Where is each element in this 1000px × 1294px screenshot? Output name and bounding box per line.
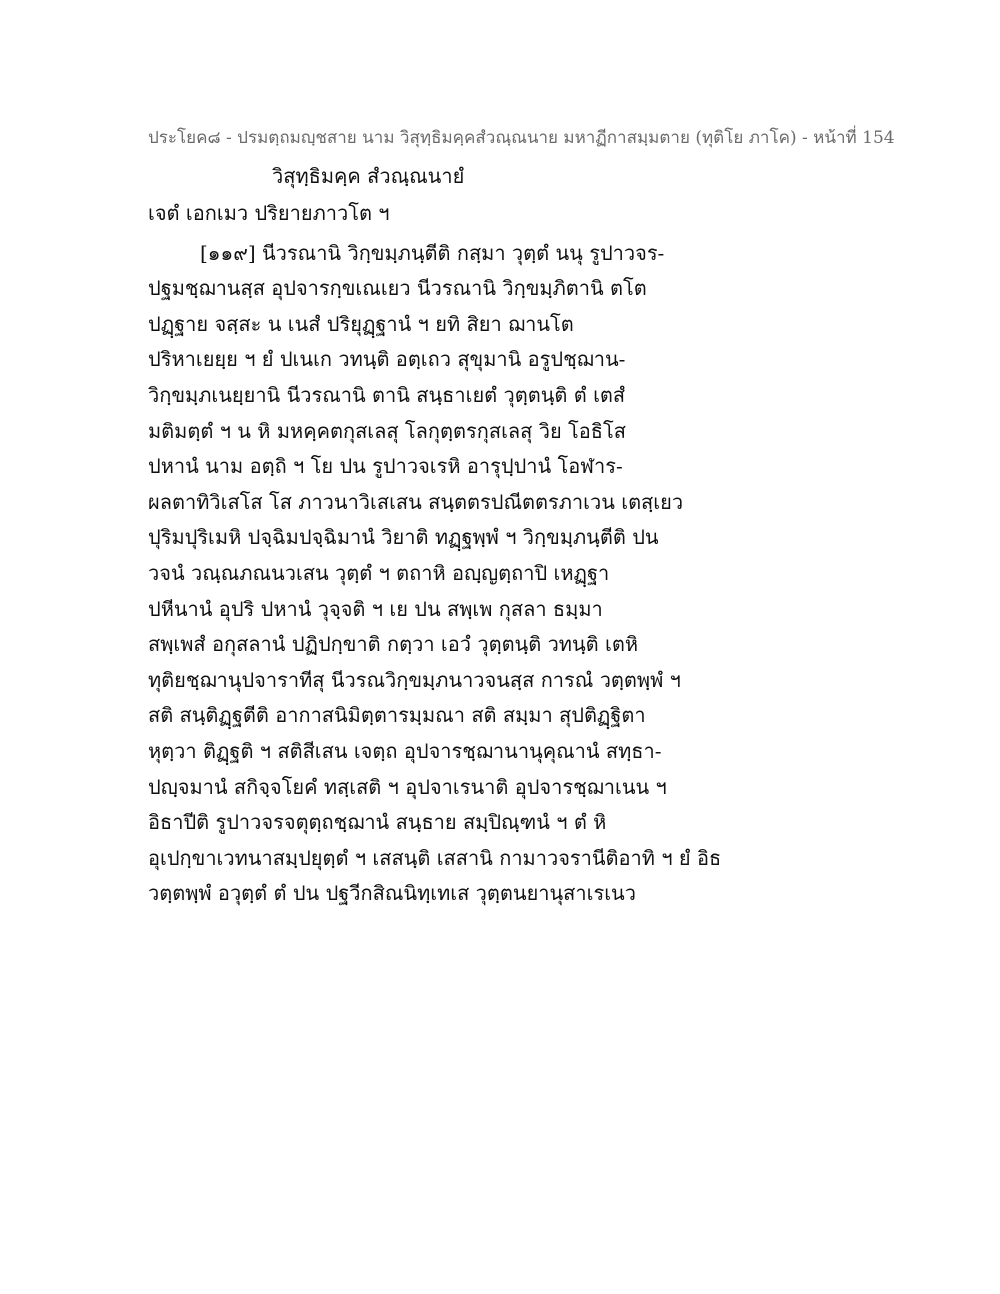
- text-line: ปุริมปุริเมหิ ปจฺฉิมปจฺฉิมานํ วิยาติ ทฏฺฐพฺพํ ฯ วิกฺขมฺภนฺตีติ ปน: [148, 525, 659, 550]
- text-line: ทุติยชฺฌานุปจาราทีสุ นีวรณวิกฺขมฺภนาวจนสฺส การณํ วตฺตพฺพํ ฯ: [148, 667, 681, 692]
- text-line: เจตํ เอกเมว ปริยายภาวโต ฯ: [148, 201, 390, 225]
- text-line: ปฏฺฐาย จสฺสะ น เนสํ ปริยุฏฺฐานํ ฯ ยทิ สิยา ฌานโต: [148, 311, 574, 336]
- text-line: สติ สนฺติฏฺฐตีติ อากาสนิมิตฺตารมฺมณา สติ สมฺมา สุปติฏฺฐิตา: [148, 703, 646, 728]
- text-line: ผลตาทิวิเสโส โส ภาวนาวิเสเสน สนฺตตรปณีตตรภาเวน เตสฺเยว: [148, 489, 684, 514]
- text-line: วิกฺขมฺภเนยฺยานิ นีวรณานิ ตานิ สนฺธาเยตํ วุตฺตนฺติ ตํ เตสํ: [148, 382, 626, 407]
- text-line: ปริหาเยยฺย ฯ ยํ ปเนเก วทนฺติ อตฺเถว สุขุมานิ อรูปชฺฌาน-: [148, 347, 626, 372]
- text-line: อิธาปีติ รูปาวจรจตุตฺถชฺฌานํ สนฺธาย สมฺปิณฺฑนํ ฯ ตํ หิ: [148, 810, 607, 835]
- page-running-head: ประโยค๘ - ปรมตฺถมญฺชสาย นาม วิสุทฺธิมคฺคสํวณฺณนาย มหาฏีกาสมฺมตาย (ทุติโย ภาโค) - หน้าที่ 154: [148, 128, 895, 148]
- text-line: ปหีนานํ อุปริ ปหานํ วุจฺจติ ฯ เย ปน สพฺเพ กุสลา ธมฺมา: [148, 596, 603, 621]
- text-line: ปฐมชฺฌานสฺส อุปจารกฺขเณเยว นีวรณานิ วิกฺขมฺภิตานิ ตโต: [148, 276, 647, 301]
- text-line: วจนํ วณฺณภณนวเสน วุตฺตํ ฯ ตถาหิ อญฺญตฺถาปิ เหฏฺฐา: [148, 560, 610, 585]
- body-text: [148, 196, 868, 912]
- text-line: มติมตฺตํ ฯ น หิ มหคฺคตกุสเลสุ โลกุตฺตรกุสเลสุ วิย โอธิโส: [148, 418, 626, 443]
- text-line: สพฺเพสํ อกุสลานํ ปฏิปกฺขาติ กตฺวา เอวํ วุตฺตนฺติ วทนฺติ เตหิ: [148, 632, 639, 657]
- section-title: วิสุทฺธิมคฺค สํวณฺณนายํ: [272, 164, 465, 188]
- text-line: ปหานํ นาม อตฺถิ ฯ โย ปน รูปาวจเรหิ อารุปฺปานํ โอฬาร-: [148, 454, 623, 479]
- text-line: หุตฺวา ติฏฺฐติ ฯ สติสีเสน เจตฺถ อุปจารชฺฌานานุคุณานํ สทฺธา-: [148, 738, 662, 763]
- text-line: อุเปกฺขาเวทนาสมฺปยุตฺตํ ฯ เสสนฺติ เสสานิ กามาวจรานีติอาทิ ฯ ยํ อิธ: [148, 845, 722, 870]
- text-line: ปญฺจมานํ สกิจฺจโยคํ ทสฺเสติ ฯ อุปจาเรนาติ อุปจารชฺฌาเนน ฯ: [148, 774, 667, 799]
- paragraph-start-line: [๑๑๙] นีวรณานิ วิกฺขมฺภนฺตีติ กสฺมา วุตฺตํ นนุ รูปาวจร-: [200, 240, 665, 265]
- text-line: วตฺตพฺพํ อวุตฺตํ ตํ ปน ปฐวีกสิณนิทฺเทเส วุตฺตนยานุสาเรเนว: [148, 881, 636, 906]
